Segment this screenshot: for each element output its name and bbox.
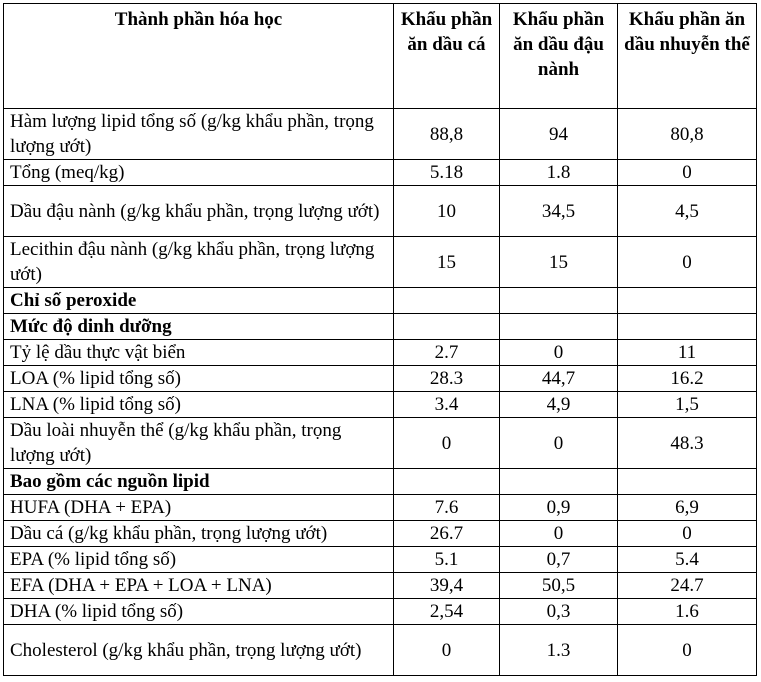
row-label: Tổng (meq/kg): [4, 160, 394, 186]
value-fish-oil: 15: [394, 237, 500, 288]
value-krill-oil: 4,5: [618, 186, 757, 237]
row-label: DHA (% lipid tổng số): [4, 599, 394, 625]
table-row: [4, 495, 757, 521]
table-row: [4, 186, 757, 237]
value-krill-oil: [618, 469, 757, 495]
value-fish-oil: 88,8: [394, 109, 500, 160]
value-krill-oil: 0: [618, 237, 757, 288]
row-label: Dầu cá (g/kg khẩu phần, trọng lượng ướt): [4, 521, 394, 547]
row-label: Hàm lượng lipid tổng số (g/kg khẩu phần, trọng lượng ướt): [4, 109, 394, 160]
value-fish-oil: 5.1: [394, 547, 500, 573]
value-krill-oil: 0: [618, 160, 757, 186]
value-soybean-oil: 0,9: [500, 495, 618, 521]
value-krill-oil: 5.4: [618, 547, 757, 573]
table-row: [4, 625, 757, 676]
value-soybean-oil: 0: [500, 340, 618, 366]
value-krill-oil: [618, 288, 757, 314]
value-soybean-oil: 0,7: [500, 547, 618, 573]
header-fish-oil-diet: Khẩu phần ăn dầu cá: [394, 4, 500, 109]
value-fish-oil: 3.4: [394, 392, 500, 418]
value-soybean-oil: 94: [500, 109, 618, 160]
value-krill-oil: 6,9: [618, 495, 757, 521]
value-krill-oil: 24.7: [618, 573, 757, 599]
value-soybean-oil: 44,7: [500, 366, 618, 392]
value-fish-oil: 7.6: [394, 495, 500, 521]
value-fish-oil: 10: [394, 186, 500, 237]
table-row: [4, 160, 757, 186]
value-soybean-oil: 0: [500, 521, 618, 547]
value-soybean-oil: 0: [500, 418, 618, 469]
value-krill-oil: 0: [618, 625, 757, 676]
value-soybean-oil: 1.8: [500, 160, 618, 186]
section-heading: Bao gồm các nguồn lipid: [4, 469, 394, 495]
table-row: [4, 573, 757, 599]
value-krill-oil: 80,8: [618, 109, 757, 160]
value-krill-oil: 1,5: [618, 392, 757, 418]
table-row: [4, 547, 757, 573]
table-row: [4, 599, 757, 625]
table-row: [4, 392, 757, 418]
value-fish-oil: [394, 469, 500, 495]
value-soybean-oil: [500, 288, 618, 314]
value-fish-oil: 39,4: [394, 573, 500, 599]
value-soybean-oil: 34,5: [500, 186, 618, 237]
header-krill-oil-diet: Khẩu phần ăn dầu nhuyễn thể: [618, 4, 757, 109]
value-fish-oil: 0: [394, 418, 500, 469]
header-composition: Thành phần hóa học: [4, 4, 394, 109]
row-label: Dầu loài nhuyễn thể (g/kg khẩu phần, trọng lượng ướt): [4, 418, 394, 469]
value-fish-oil: 2,54: [394, 599, 500, 625]
table-row: [4, 340, 757, 366]
section-heading: Chỉ số peroxide: [4, 288, 394, 314]
table-row: [4, 109, 757, 160]
row-label: EFA (DHA + EPA + LOA + LNA): [4, 573, 394, 599]
table-row: [4, 469, 757, 495]
table-row: [4, 237, 757, 288]
row-label: LNA (% lipid tổng số): [4, 392, 394, 418]
value-soybean-oil: 4,9: [500, 392, 618, 418]
value-soybean-oil: 15: [500, 237, 618, 288]
value-fish-oil: [394, 288, 500, 314]
row-label: Cholesterol (g/kg khẩu phần, trọng lượng ướt): [4, 625, 394, 676]
value-krill-oil: [618, 314, 757, 340]
value-krill-oil: 0: [618, 521, 757, 547]
header-row: [4, 4, 757, 109]
value-fish-oil: 2.7: [394, 340, 500, 366]
table-row: [4, 366, 757, 392]
row-label: EPA (% lipid tổng số): [4, 547, 394, 573]
row-label: Lecithin đậu nành (g/kg khẩu phần, trọng lượng ướt): [4, 237, 394, 288]
value-soybean-oil: [500, 469, 618, 495]
value-fish-oil: 0: [394, 625, 500, 676]
value-soybean-oil: 1.3: [500, 625, 618, 676]
value-fish-oil: 5.18: [394, 160, 500, 186]
value-fish-oil: 28.3: [394, 366, 500, 392]
row-label: LOA (% lipid tổng số): [4, 366, 394, 392]
row-label: HUFA (DHA + EPA): [4, 495, 394, 521]
value-krill-oil: 1.6: [618, 599, 757, 625]
chemical-composition-table: [3, 3, 757, 676]
value-krill-oil: 16.2: [618, 366, 757, 392]
value-soybean-oil: 50,5: [500, 573, 618, 599]
row-label: Tỷ lệ dầu thực vật biển: [4, 340, 394, 366]
value-soybean-oil: [500, 314, 618, 340]
table-row: [4, 314, 757, 340]
value-krill-oil: 11: [618, 340, 757, 366]
value-krill-oil: 48.3: [618, 418, 757, 469]
value-fish-oil: 26.7: [394, 521, 500, 547]
value-fish-oil: [394, 314, 500, 340]
table-row: [4, 521, 757, 547]
table-row: [4, 288, 757, 314]
header-soybean-oil-diet: Khẩu phần ăn dầu đậu nành: [500, 4, 618, 109]
section-heading: Mức độ dinh dưỡng: [4, 314, 394, 340]
value-soybean-oil: 0,3: [500, 599, 618, 625]
row-label: Dầu đậu nành (g/kg khẩu phần, trọng lượng ướt): [4, 186, 394, 237]
table-row: [4, 418, 757, 469]
